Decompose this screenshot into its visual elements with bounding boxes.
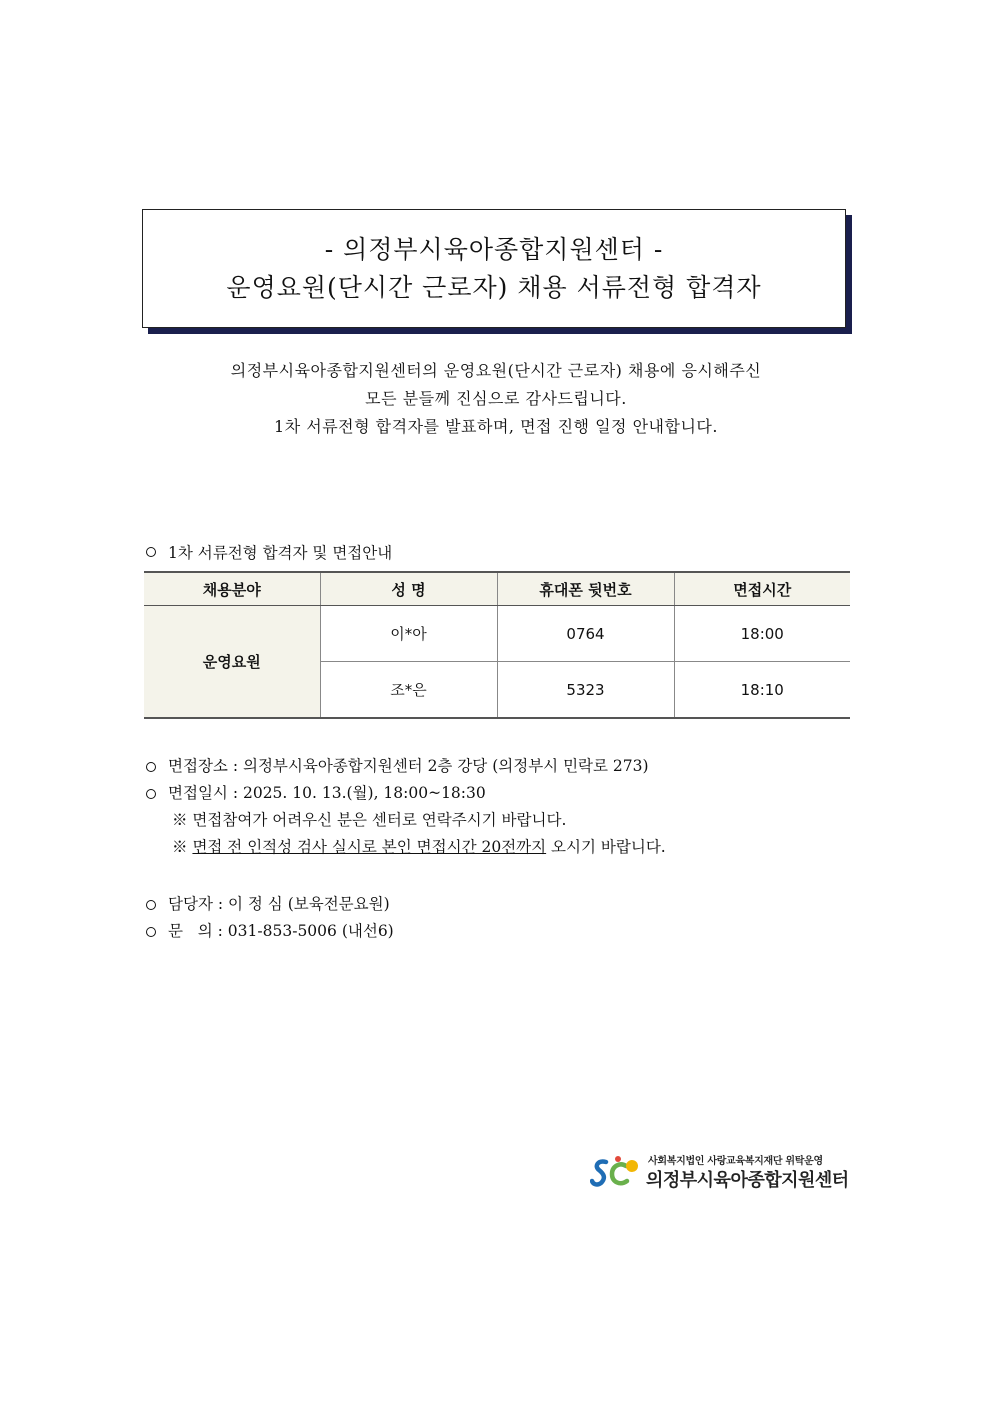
- name-cell: 조*은: [320, 662, 497, 719]
- note-2-suffix: 오시기 바랍니다.: [546, 838, 666, 856]
- time-cell: 18:00: [674, 606, 850, 662]
- note-2-underlined: 면접 전 인적성 검사 실시로 본인 면접시간 20전까지: [192, 838, 547, 856]
- circle-bullet-icon: [146, 900, 156, 910]
- contact-inquiry-text: 문 의 : 031-853-5006 (내선6): [168, 922, 394, 940]
- header-time: 면접시간: [674, 572, 850, 606]
- phone-cell: 5323: [497, 662, 674, 719]
- header-name: 성 명: [320, 572, 497, 606]
- logo-name: 의정부시육아종합지원센터: [646, 1170, 849, 1191]
- center-logo: [590, 1152, 852, 1192]
- time-cell: 18:10: [674, 662, 850, 719]
- circle-bullet-icon: [146, 547, 156, 557]
- circle-bullet-icon: [146, 927, 156, 937]
- table-header-row: [144, 572, 850, 606]
- interview-date: [146, 780, 666, 807]
- intro-line-2: 모든 분들께 진심으로 감사드립니다.: [365, 389, 627, 408]
- note-2-prefix: ※: [172, 838, 193, 856]
- interview-info: [146, 753, 666, 861]
- title-line-2: 운영요원(단시간 근로자) 채용 서류전형 합격자: [226, 272, 762, 302]
- logo-subtitle: 사회복지법인 사랑교육복지재단 위탁운영: [648, 1156, 823, 1167]
- interview-note-2: [146, 834, 666, 861]
- intro-line-3: 1차 서류전형 합격자를 발표하며, 면접 진행 일정 안내합니다.: [274, 417, 718, 436]
- title-line-1: - 의정부시육아종합지원센터 -: [324, 234, 664, 264]
- circle-bullet-icon: [146, 762, 156, 772]
- field-cell: 운영요원: [144, 606, 320, 719]
- contact-manager-text: 담당자 : 이 정 심 (보육전문요원): [168, 895, 390, 913]
- header-phone: 휴대폰 뒷번호: [497, 572, 674, 606]
- intro-paragraph: [100, 357, 892, 441]
- contact-inquiry: [146, 918, 394, 945]
- interview-place: [146, 753, 666, 780]
- name-cell: 이*아: [320, 606, 497, 662]
- header-field: 채용분야: [144, 572, 320, 606]
- interview-date-text: 면접일시 : 2025. 10. 13.(월), 18:00~18:30: [168, 784, 486, 802]
- table-row: [144, 606, 850, 662]
- contact-manager: [146, 891, 394, 918]
- interview-place-text: 면접장소 : 의정부시육아종합지원센터 2층 강당 (의정부시 민락로 273): [168, 757, 649, 775]
- section-heading: [146, 541, 392, 563]
- circle-bullet-icon: [146, 789, 156, 799]
- intro-line-1: 의정부시육아종합지원센터의 운영요원(단시간 근로자) 채용에 응시해주신: [230, 361, 762, 380]
- logo-mark-icon: [590, 1154, 646, 1190]
- title-box: [142, 209, 848, 330]
- phone-cell: 0764: [497, 606, 674, 662]
- section-heading-text: 1차 서류전형 합격자 및 면접안내: [168, 544, 393, 562]
- interview-note-1: ※ 면접참여가 어려우신 분은 센터로 연락주시기 바랍니다.: [172, 811, 567, 829]
- contact-info: [146, 891, 394, 945]
- title-frame: [142, 209, 846, 328]
- results-table: [144, 571, 850, 719]
